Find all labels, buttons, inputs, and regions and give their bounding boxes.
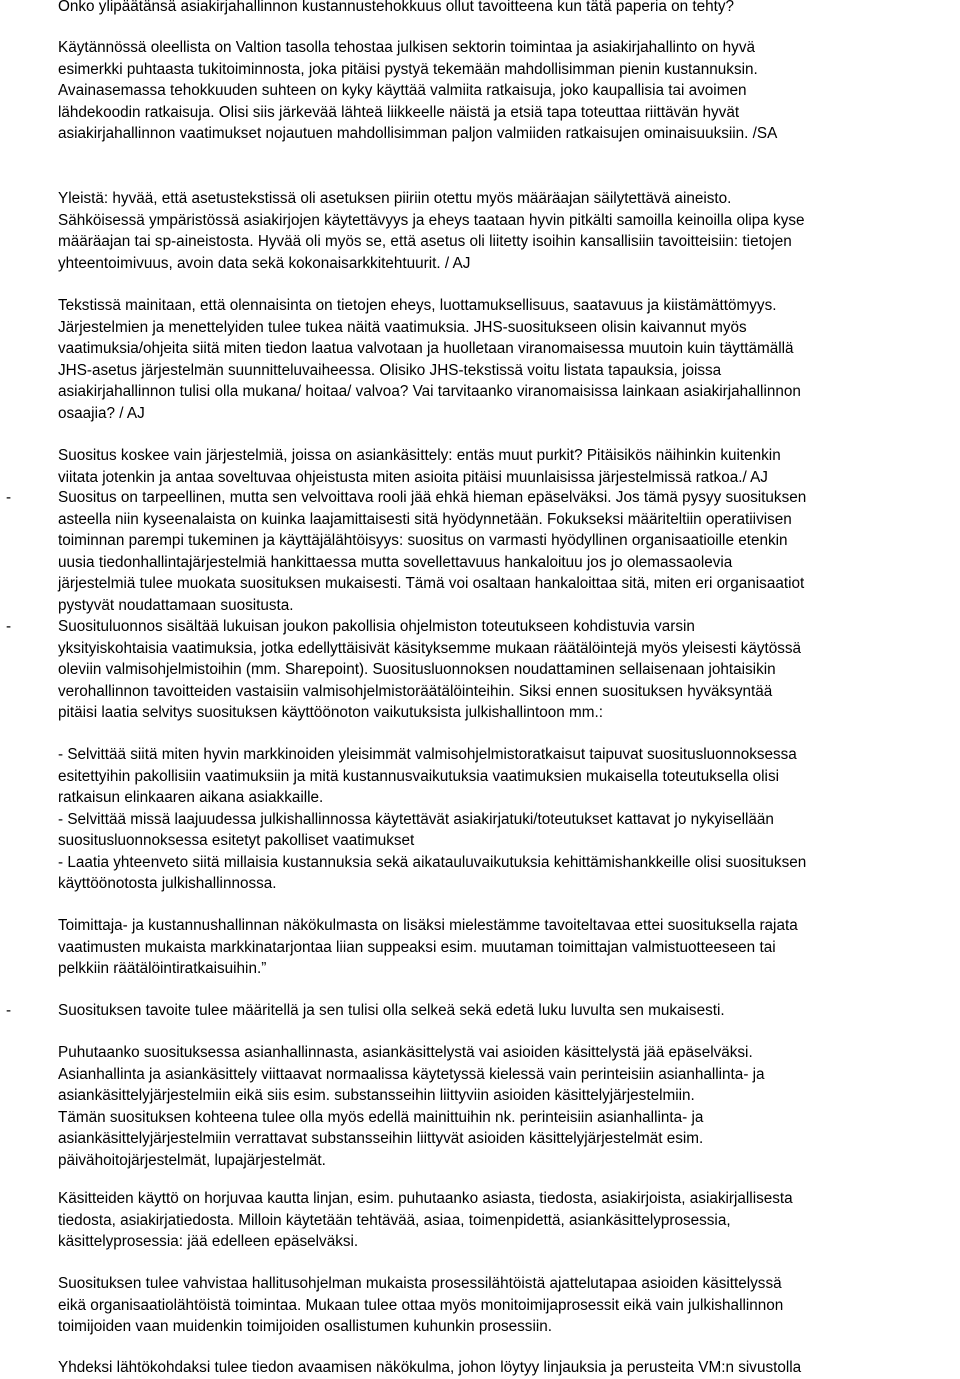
- bullet-dash: -: [6, 1002, 12, 1019]
- text-line: toimijoiden vaan muidenkin toimijoiden osallistumen kuhunkin prosessiin.: [58, 1318, 553, 1335]
- text-line: vaatimuksia/ohjeita siitä miten tiedon laatua valvotaan ja huolletaan viranomaisessa muutoin kuin täyttämällä: [58, 340, 794, 357]
- text-line: esimerkki puhtaasta tukitoiminnosta, joka pitäisi pystyä tekemään mahdollisimman pienin kustannuksin.: [58, 60, 758, 78]
- paragraph-case-management: [58, 1042, 958, 1171]
- bullet-goal: [6, 1000, 958, 1022]
- text-line: asiakirjahallinnon tulisi olla mukana/ hoitaa/ valvoa? Vai tarvitaanko viranomaisissa lainkaan asiakirjahallinnon: [58, 383, 801, 400]
- text-line: ratkaisun elinkaaren aikana asiakkaille.: [58, 789, 324, 806]
- bullet-dash: -: [6, 489, 12, 506]
- text-line: yhteentoimivuus, avoin data sekä kokonaisarkkitehtuurit. / AJ: [58, 254, 471, 272]
- text-line: - Selvittää missä laajuudessa julkishallinnossa käytettävät asiakirjatuki/toteutukset kattavat jo nykyisellään: [58, 810, 774, 828]
- text-line: Onko ylipäätänsä asiakirjahallinnon kustannustehokkuus ollut tavoitteena kun tätä paperia on tehty?: [58, 0, 735, 15]
- bullet-dash: -: [6, 618, 12, 635]
- text-line: määräajan tai sp-aineistosta. Hyvää oli myös se, että asetus oli liitetty isoihin kansallisiin tavoitteisiin: tietojen: [58, 233, 792, 250]
- bullet-draft-requirements: [6, 616, 958, 724]
- text-line: Suositus on tarpeellinen, mutta sen velvoittava rooli jää ehkä hieman epäselväksi. Jos tämä pysyy suosituksen: [58, 489, 807, 506]
- text-line: yksityiskohtaisia vaatimuksia, jotka edellyttäisivät käsityksemme mukaan räätälöintejä myös yleisesti käytössä: [58, 639, 802, 657]
- text-line: järjestelmiä tulee muokata suosituksen mukaisesti. Tämä voi osaltaan hankaloittaa sitä, miten eri organisaatiot: [58, 575, 805, 592]
- text-line: Käsitteiden käyttö on horjuvaa kautta linjan, esim. puhutaanko asiasta, tiedosta, asiakirjoista, asiakirjallisesta: [58, 1190, 793, 1207]
- text-line: pelkkiin räätälöintiratkaisuihin.”: [58, 960, 267, 977]
- text-line: pystyvät noudattamaan suositusta.: [58, 596, 294, 614]
- text-line: Asianhallinta ja asiankäsittely viittaavat normaalissa käytetyssä kielessä vain perinteisiin asianhallinta- ja: [58, 1065, 765, 1083]
- text-line: uusia tiedonhallintajärjestelmiä hankittaessa mutta sovellettavuus hankaloituu jos jo olemassaolevia: [58, 553, 733, 571]
- text-line: asiakirjahallinnon vaatimukset nojautuen mahdollisimman paljon valmiiden ratkaisujen ominaisuuksiin. /SA: [58, 125, 778, 142]
- text-line: Suositus koskee vain järjestelmiä, joissa on asiankäsittely: entäs muut purkit? Pitäisikös näihinkin kuitenkin: [58, 447, 781, 464]
- paragraph-general-aj: [58, 188, 958, 274]
- text-line: asiankäsittelyjärjestelmiin verrattavat substansseihin liittyvät asioiden käsittelyjärjestelmät esim.: [58, 1130, 704, 1147]
- text-line: Sähköisessä ympäristössä asiakirjojen käytettävyys ja eheys taataan hyvin pitkälti samoilla keinoilla olipa kyse: [58, 211, 805, 229]
- text-line: - Laatia yhteenveto siitä millaisia kustannuksia sekä aikatauluvaikutuksia kehittämishankkeille olisi suosituksen: [58, 853, 807, 871]
- text-line: toiminnan parempi tukeminen ja käyttäjälähtöisyys: suositus on varmasti hyödyllinen organisaatioille etenkin: [58, 532, 788, 549]
- list-investigations: [58, 744, 958, 895]
- text-line: Käytännössä oleellista on Valtion tasolla tehostaa julkisen sektorin toimintaa ja asiakirjahallinto on hyvä: [58, 39, 755, 56]
- text-line: asteella niin kyseenalaista on kuinka laajamittaisesti sitä hyödynnetään. Fokukseksi määriteltiin operatiivisen: [58, 510, 792, 528]
- text-line: Puhutaanko suosituksessa asianhallinnasta, asiankäsittelystä vai asioiden käsittelystä jää epäselväksi.: [58, 1044, 753, 1061]
- text-line: käyttöönotosta julkishallinnossa.: [58, 875, 277, 892]
- text-line: - Selvittää siitä miten hyvin markkinoiden yleisimmät valmisohjelmistoratkaisut taipuvat suositusluonnoksessa: [58, 746, 797, 763]
- text-line: esitettyihin pakollisiin vaatimuksiin ja mitä kustannusvaikutuksia vaatimuksien mukaisella toteutuksella olisi: [58, 767, 779, 785]
- text-line: lähdekoodin ratkaisuja. Olisi siis järkevää lähteä liikkeelle näistä ja etsiä tapa toteuttaa riittävän hyvät: [58, 103, 740, 121]
- text-line: vaatimusten mukaista markkinatarjontaa liian suppeaksi esim. muutaman toimittajan valmistuotteeseen tai: [58, 938, 776, 956]
- text-line: suositusluonnoksessa esitetyt pakolliset vaatimukset: [58, 832, 415, 849]
- text-line: Yleistä: hyvää, että asetustekstissä oli asetuksen piiriin otettu myös määräajan säilytettävä aineisto.: [58, 190, 732, 207]
- text-line: osaajia? / AJ: [58, 404, 145, 422]
- paragraph-process: [58, 1273, 958, 1338]
- text-line: verohallinnon tavoitteiden vastaisiin valmisohjelmistoräätälöinteihin. Siksi ennen suosituksen hyväksyntää: [58, 682, 773, 700]
- text-line: asiankäsittelyjärjestelmiin eikä siis esim. substansseihin liittyviin asioiden käsittelyjärjestelmiin.: [58, 1087, 695, 1104]
- text-line: Suosituksen tulee vahvistaa hallitusohjelman mukaista prosessilähtöistä ajattelutapaa asioiden käsittelyssä: [58, 1275, 782, 1292]
- text-line: käsittelyprosessia: jää edelleen epäselväksi.: [58, 1233, 359, 1250]
- text-line: Yhdeksi lähtökohdaksi tulee tiedon avaamisen näkökulma, johon löytyy linjauksia ja perusteita VM:n sivustolla: [58, 1359, 802, 1376]
- text-line: pitäisi laatia selvitys suosituksen käyttöönoton vaikutuksista julkishallintoon mm.:: [58, 704, 603, 721]
- paragraph-systems-aj: [58, 445, 958, 488]
- text-line: viitata jotenkin ja antaa soveltuvaa ohjeistusta miten asioita pitäisi muunlaisissa järjestelmissä ratkoa./ AJ: [58, 468, 768, 486]
- text-line: tiedosta, asiakirjatiedosta. Milloin käytetään tehtävää, asiaa, toimenpidettä, asiankäsittelyprosessia,: [58, 1211, 731, 1229]
- text-line: Suosituksen tavoite tulee määritellä ja sen tulisi olla selkeä sekä edetä luku luvulta sen mukaisesti.: [58, 1002, 725, 1019]
- text-line: päivähoitojärjestelmät, lupajärjestelmät.: [58, 1151, 326, 1169]
- paragraph-concepts: [58, 1188, 958, 1253]
- paragraph-cost-question: [58, 0, 958, 18]
- paragraph-sa-comment: [58, 37, 958, 145]
- text-line: oleviin valmisohjelmistoihin (mm. Sharepoint). Suositusluonnoksen noudattaminen sellaisenaan johtaisikin: [58, 661, 776, 678]
- text-line: Tämän suosituksen kohteena tulee olla myös edellä mainittuihin nk. perinteisiin asianhallinta- ja: [58, 1108, 704, 1126]
- text-line: Avainasemassa tehokkuuden suhteen on kyky käyttää valmiita ratkaisuja, joko kaupallisia tai avoimen: [58, 82, 747, 99]
- paragraph-open-data: [58, 1357, 958, 1379]
- text-line: eikä organisaatiolähtöistä toimintaa. Mukaan tulee ottaa myös monitoimijaprosessit eikä vain julkishallinnon: [58, 1296, 784, 1314]
- text-line: Suosituluonnos sisältää lukuisan joukon pakollisia ohjelmiston toteutukseen kohdistuvia varsin: [58, 618, 695, 635]
- bullet-obligation: [6, 487, 958, 616]
- text-line: Toimittaja- ja kustannushallinnan näkökulmasta on lisäksi mielestämme tavoiteltavaa ettei suosituksella rajata: [58, 917, 798, 934]
- text-line: JHS-asetus järjestelmän suunnitteluvaiheessa. Olisiko JHS-tekstissä voitu listata tapauksia, joissa: [58, 361, 722, 379]
- paragraph-integrity-aj: [58, 295, 958, 424]
- text-line: Tekstissä mainitaan, että olennaisinta on tietojen eheys, luottamuksellisuus, saatavuus ja kiistämättömyys.: [58, 297, 777, 314]
- text-line: Järjestelmien ja menettelyiden tulee tukea näitä vaatimuksia. JHS-suositukseen olisin kaivannut myös: [58, 318, 747, 336]
- paragraph-supplier: [58, 915, 958, 980]
